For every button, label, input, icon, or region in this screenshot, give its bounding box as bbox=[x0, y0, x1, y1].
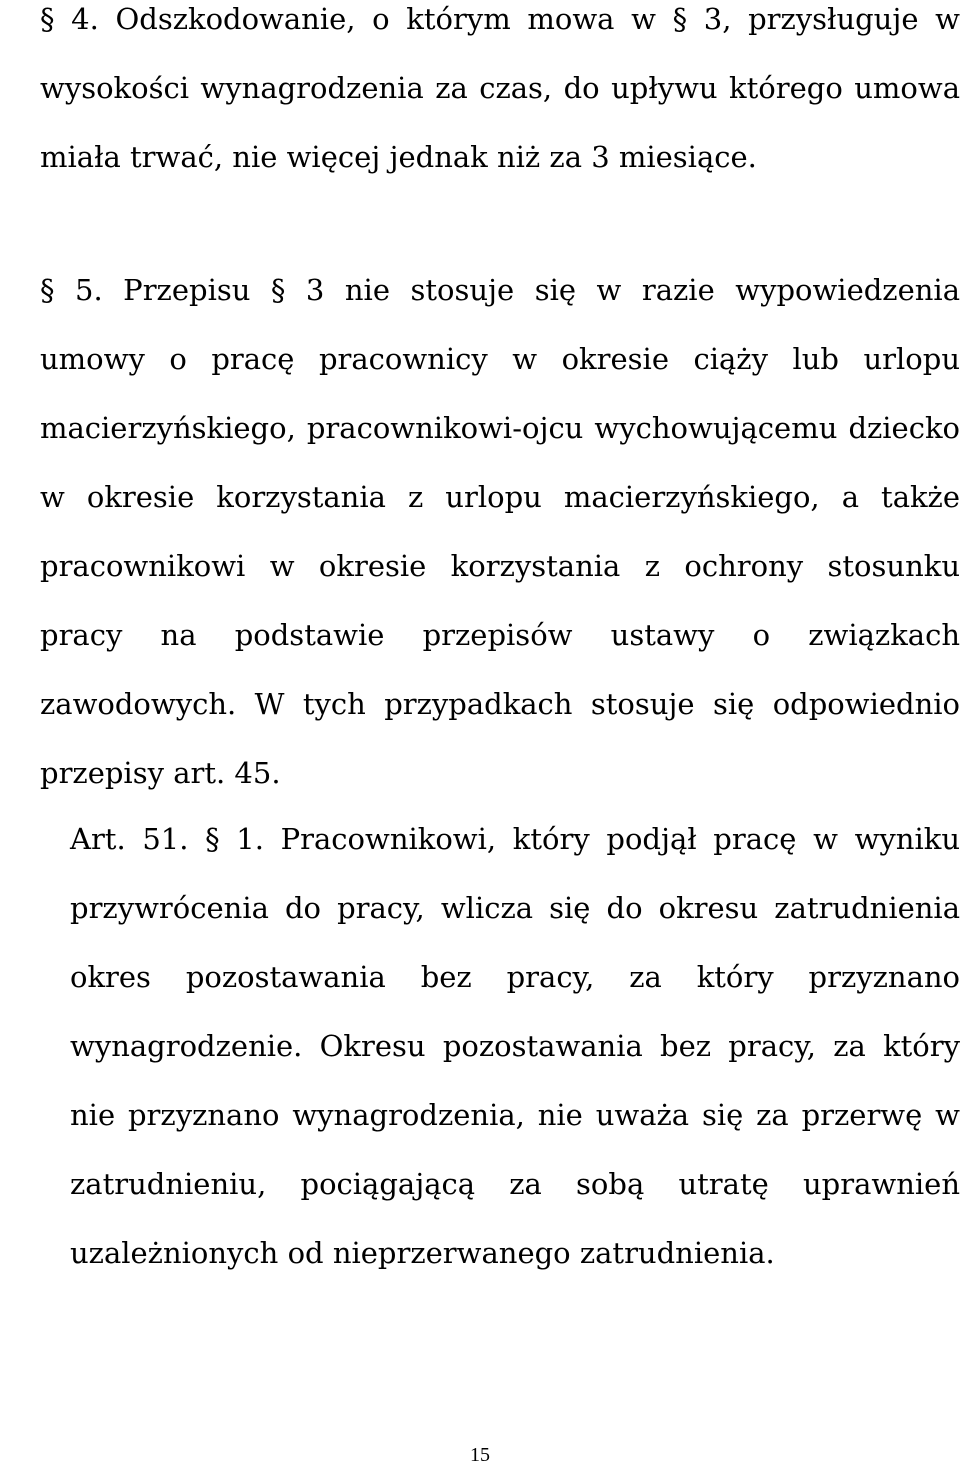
paragraph-section-4: § 4. Odszkodowanie, o którym mowa w § 3, przysługuje w wysokości wynagrodzenia za czas, do upływu którego umowa miała trwać, nie więcej jednak niż za 3 miesiące. bbox=[40, 2, 960, 174]
paragraph-section-5: § 5. Przepisu § 3 nie stosuje się w razie wypowiedzenia umowy o pracę pracownicy w okresie ciąży lub urlopu macierzyńskiego, pracownikowi-ojcu wychowującemu dziecko w okresie korzystania z urlopu macierzyńskiego, a także pracownikowi w okresie korzystania z ochrony stosunku pracy na podstawie przepisów ustawy o związkach zawodowych. W tych przypadkach stosuje się odpowiednio przepisy art. 45. bbox=[40, 273, 960, 790]
page-number: 15 bbox=[470, 1444, 490, 1466]
paragraph-article-51: Art. 51. § 1. Pracownikowi, który podjął pracę w wyniku przywrócenia do pracy, wlicza się do okresu zatrudnienia okres pozostawania bez pracy, za który przyznano wynagrodzenie. Okresu pozostawania bez pracy, za który nie przyznano wynagrodzenia, nie uważa się za przerwę w zatrudnieniu, pociągającą za sobą utratę uprawnień uzależnionych od nieprzerwanego zatrudnienia. bbox=[70, 822, 960, 1270]
